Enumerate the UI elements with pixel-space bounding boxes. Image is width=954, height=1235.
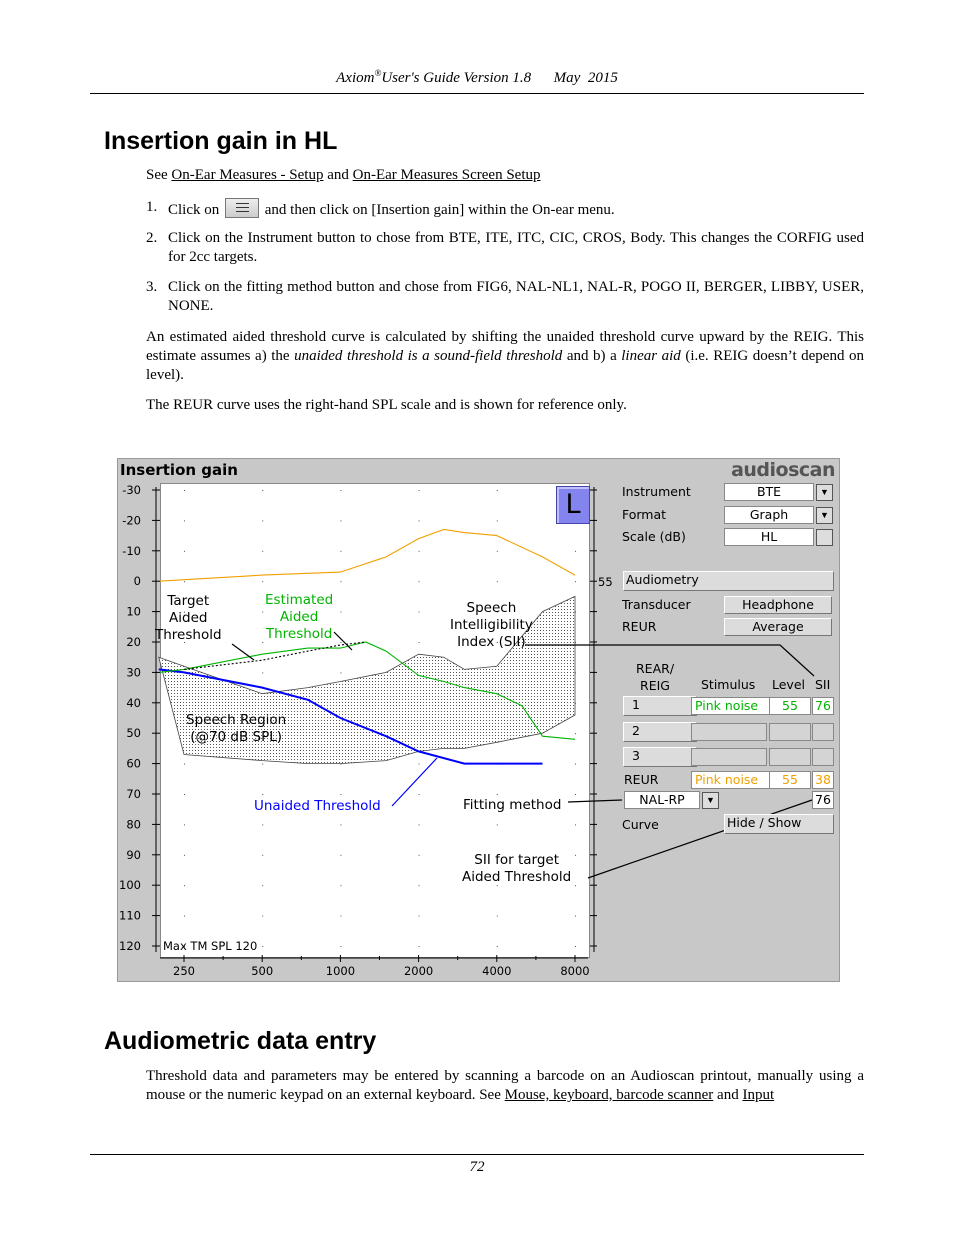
format-value[interactable]: Graph <box>724 506 814 524</box>
link-input[interactable]: Input <box>742 1087 775 1103</box>
grid-dot <box>184 551 185 552</box>
audioscan-logo: audioscan <box>731 459 835 481</box>
link-on-ear-setup[interactable]: On-Ear Measures - Setup <box>171 167 324 183</box>
grid-dot <box>497 794 498 795</box>
section-title: Insertion gain in HL <box>104 127 338 155</box>
series-reur <box>159 530 575 582</box>
grid-dot <box>184 916 185 917</box>
grid-dot <box>262 916 263 917</box>
row-3-button[interactable]: 3 <box>623 747 697 767</box>
grid-dot <box>419 581 420 582</box>
grid-dot <box>262 551 263 552</box>
col-level: Level <box>772 677 805 692</box>
hide-show-button[interactable]: Hide / Show <box>724 814 834 834</box>
grid-dot <box>419 824 420 825</box>
paragraph-audiometric <box>146 1067 864 1105</box>
row-1-stimulus: Pink noise <box>691 697 770 715</box>
grid-dot <box>419 794 420 795</box>
grid-dot <box>340 551 341 552</box>
grid-dot <box>497 916 498 917</box>
grid-dot <box>340 824 341 825</box>
y-tick-label: 40 <box>126 695 141 710</box>
reur-row-stimulus: Pink noise <box>691 771 770 789</box>
y-tick-label: 70 <box>126 787 141 801</box>
grid-dot <box>575 824 576 825</box>
y-tick-label: 90 <box>126 847 141 862</box>
annotation-estimated <box>265 592 333 643</box>
header-reg: ® <box>374 68 382 78</box>
row-2-button[interactable]: 2 <box>623 722 697 742</box>
y-tick-label: -10 <box>122 543 141 558</box>
y-tick-label: 100 <box>119 878 141 893</box>
para1-c: (i.e. REIG doesn’t depend on level). <box>146 348 864 383</box>
y-tick-label: 110 <box>119 908 141 923</box>
row-3-stimulus <box>691 748 767 766</box>
step-number: 3. <box>146 279 158 295</box>
para2-a: Threshold data and parameters may be entered by scanning a barcode on an Audioscan printout, manually using a mouse or the numeric keypad on an external keyboard. See <box>146 1068 864 1103</box>
grid-dot <box>262 885 263 886</box>
scale-label: Scale (dB) <box>622 529 686 544</box>
y-tick-label: 20 <box>126 635 141 649</box>
grid-dot <box>575 794 576 795</box>
reur-row-label: REUR <box>624 772 659 787</box>
link-screen-setup[interactable]: On-Ear Measures Screen Setup <box>352 167 541 183</box>
annotation-sii-target <box>462 852 571 886</box>
annotation-sii-text: Speech Intelligibility Index (SII) <box>450 600 533 650</box>
col-sii: SII <box>815 677 831 692</box>
curve-label: Curve <box>622 817 659 832</box>
step-1-pre: Click on <box>168 202 223 218</box>
reur-value[interactable]: Average <box>724 618 832 636</box>
grid-dot <box>340 916 341 917</box>
x-tick-label: 2000 <box>403 964 434 978</box>
ear-indicator <box>556 486 590 524</box>
x-tick-label: 8000 <box>560 964 590 978</box>
grid-dot <box>262 764 263 765</box>
reur-row-sii: 38 <box>812 771 834 789</box>
step-number: 2. <box>146 230 158 246</box>
grid-dot <box>262 824 263 825</box>
grid-dot <box>262 946 263 947</box>
step-number: 1. <box>146 199 158 215</box>
series-target-aided-threshold <box>184 642 366 669</box>
y-tick-label: 0 <box>133 574 141 589</box>
y-tick-label: -30 <box>122 483 141 497</box>
grid-dot <box>419 916 420 917</box>
grid-dot <box>497 581 498 582</box>
para1-i2: linear aid <box>621 348 681 364</box>
para1-a: An estimated aided threshold curve is calculated by shifting the unaided threshold curve upward by the REIG. This estimate assumes a) the <box>146 329 864 364</box>
step-3-text: Click on the fitting method button and chose from FIG6, NAL-NL1, NAL-R, POGO II, BERGER, LIBBY, USER, NONE. <box>168 279 864 314</box>
grid-dot <box>419 764 420 765</box>
row-1-button[interactable]: 1 <box>623 696 697 716</box>
fitting-sii: 76 <box>812 791 834 809</box>
paragraph-reur: The REUR curve uses the right-hand SPL scale and is shown for reference only. <box>146 397 627 413</box>
scale-toggle-icon[interactable] <box>816 529 833 546</box>
grid-dot <box>419 551 420 552</box>
grid-dot <box>262 642 263 643</box>
unaided-leader <box>392 758 437 806</box>
grid-dot <box>262 794 263 795</box>
row-3-sii <box>812 748 834 766</box>
grid-dot <box>419 855 420 856</box>
see-and: and <box>323 167 353 183</box>
grid-dot <box>497 490 498 491</box>
grid-dot <box>575 946 576 947</box>
reur-row-level: 55 <box>769 771 811 789</box>
grid-dot <box>419 642 420 643</box>
annotation-speech-region <box>186 712 286 746</box>
ear-letter: L <box>565 489 581 520</box>
grid-dot <box>497 551 498 552</box>
grid-dot <box>184 794 185 795</box>
header-product: Axiom <box>336 70 375 86</box>
col-stimulus: Stimulus <box>701 677 756 692</box>
grid-dot <box>262 581 263 582</box>
grid-dot <box>184 885 185 886</box>
fitting-method-value[interactable]: NAL-RP <box>624 791 700 809</box>
grid-dot <box>419 490 420 491</box>
transducer-value[interactable]: Headphone <box>724 596 832 614</box>
row-2-sii <box>812 723 834 741</box>
col-reig: REAR/ REIG <box>636 661 675 693</box>
para2-and: and <box>713 1087 743 1103</box>
grid-dot <box>340 642 341 643</box>
grid-dot <box>340 885 341 886</box>
grid-dot <box>262 612 263 613</box>
grid-dot <box>497 946 498 947</box>
grid-dot <box>419 946 420 947</box>
grid-dot <box>262 855 263 856</box>
grid-dot <box>262 490 263 491</box>
grid-dot <box>262 520 263 521</box>
y-tick-label: -20 <box>122 513 141 528</box>
instrument-value[interactable]: BTE <box>724 483 814 501</box>
section-title-audiometric: Audiometric data entry <box>104 1027 377 1055</box>
grid-dot <box>340 855 341 856</box>
annotation-estimated-text: Estimated Aided Threshold <box>265 592 334 642</box>
grid-dot <box>575 855 576 856</box>
grid-dot <box>184 581 185 582</box>
y-tick-label: 80 <box>126 817 141 832</box>
right-scale-55: 55 <box>598 575 613 589</box>
link-mouse-keyboard[interactable]: Mouse, keyboard, barcode scanner <box>504 1087 714 1103</box>
max-tm-spl: Max TM SPL 120 <box>163 939 258 953</box>
transducer-label: Transducer <box>622 597 691 612</box>
grid-dot <box>262 672 263 673</box>
grid-dot <box>184 764 185 765</box>
reur-label: REUR <box>622 619 657 634</box>
grid-dot <box>340 946 341 947</box>
instrument-dropdown-icon[interactable]: ▼ <box>816 484 833 501</box>
row-1-level: 55 <box>769 697 811 715</box>
grid-dot <box>575 764 576 765</box>
annotation-target-text: Target Aided Threshold <box>155 593 222 643</box>
grid-dot <box>575 916 576 917</box>
annotation-fitting: Fitting method <box>463 797 562 813</box>
format-label: Format <box>622 507 667 522</box>
header-rest: User's Guide Version 1.8 May 2015 <box>381 70 618 86</box>
screen-title: Insertion gain <box>120 461 238 479</box>
annotation-target <box>155 593 222 644</box>
grid-dot <box>340 672 341 673</box>
grid-dot <box>575 551 576 552</box>
grid-dot <box>184 520 185 521</box>
grid-dot <box>575 885 576 886</box>
y-tick-label: 50 <box>126 726 141 741</box>
x-tick-label: 250 <box>173 964 195 978</box>
x-tick-label: 4000 <box>482 964 512 978</box>
grid-dot <box>340 490 341 491</box>
annotation-sii <box>450 600 533 651</box>
format-dropdown-icon[interactable]: ▼ <box>816 507 833 524</box>
grid-dot <box>340 520 341 521</box>
y-tick-label: 120 <box>119 939 141 953</box>
row-1-sii: 76 <box>812 697 834 715</box>
grid-dot <box>497 824 498 825</box>
grid-dot <box>184 490 185 491</box>
para1-b: and b) a <box>562 348 622 364</box>
page-number: 72 <box>469 1159 485 1175</box>
scale-value[interactable]: HL <box>724 528 814 546</box>
audiometry-button[interactable]: Audiometry <box>623 571 834 591</box>
annotation-speech-region-text: Speech Region (@70 dB SPL) <box>186 712 287 745</box>
grid-dot <box>184 824 185 825</box>
grid-dot <box>419 520 420 521</box>
row-2-level <box>769 723 811 741</box>
footer-rule <box>90 1154 864 1155</box>
y-tick-label: 60 <box>126 756 141 771</box>
grid-dot <box>340 612 341 613</box>
annotation-sii-target-text: SII for target Aided Threshold <box>462 852 572 885</box>
grid-dot <box>575 733 576 734</box>
step-2-text: Click on the Instrument button to chose from BTE, ITE, ITC, CIC, CROS, Body. This changes the CORFIG used for 2cc targets. <box>168 230 864 265</box>
grid-dot <box>575 581 576 582</box>
x-tick-label: 1000 <box>325 964 356 978</box>
y-tick-label: 30 <box>126 665 141 680</box>
grid-dot <box>340 581 341 582</box>
grid-dot <box>419 612 420 613</box>
instrument-label: Instrument <box>622 484 691 499</box>
fitting-dropdown-icon[interactable]: ▼ <box>702 792 719 809</box>
grid-dot <box>419 885 420 886</box>
annotation-unaided: Unaided Threshold <box>254 798 381 814</box>
y-tick-label: 10 <box>126 604 141 619</box>
x-tick-label: 500 <box>251 964 274 978</box>
grid-dot <box>184 855 185 856</box>
para1-i1: unaided threshold is a sound-field threshold <box>294 348 563 364</box>
row-2-stimulus <box>691 723 767 741</box>
grid-dot <box>497 520 498 521</box>
step-1-post: and then click on [Insertion gain] within the On-ear menu. <box>261 202 615 218</box>
row-3-level <box>769 748 811 766</box>
see-prefix: See <box>146 167 172 183</box>
grid-dot <box>340 794 341 795</box>
